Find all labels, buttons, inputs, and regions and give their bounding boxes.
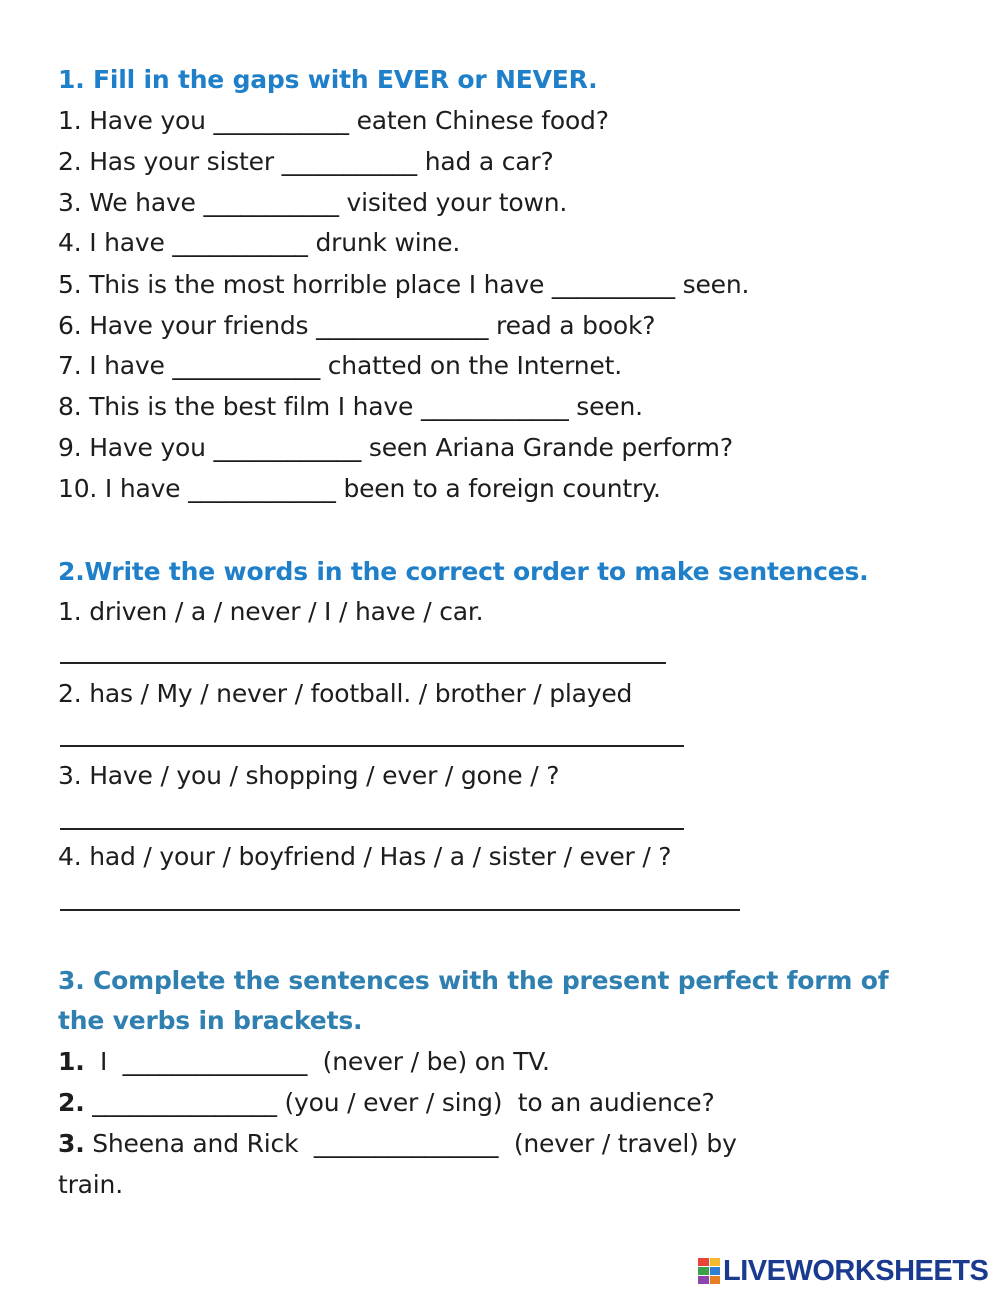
answer-line-1[interactable] bbox=[60, 662, 666, 664]
answer-line-4[interactable] bbox=[60, 909, 740, 911]
liveworksheets-logo-icon bbox=[698, 1258, 720, 1284]
item-text: I _______________ (never / be) on TV. bbox=[84, 1047, 550, 1076]
section2-title: 2.Write the words in the correct order to make sentences. bbox=[58, 557, 869, 586]
section3-item-1 bbox=[58, 1045, 550, 1079]
section2-item-1: 1. driven / a / never / I / have / car. bbox=[58, 597, 484, 626]
logo-text: LIVEWORKSHEETS bbox=[723, 1254, 989, 1287]
liveworksheets-logo bbox=[698, 1254, 988, 1288]
section3-title-line2: the verbs in brackets. bbox=[58, 1006, 363, 1035]
section1-title: 1. Fill in the gaps with EVER or NEVER. bbox=[58, 65, 598, 94]
section1-item-3: 3. We have ___________ visited your town. bbox=[58, 188, 568, 217]
section1-item-10: 10. I have ____________ been to a foreign country. bbox=[58, 474, 661, 503]
section1-item-7: 7. I have ____________ chatted on the Internet. bbox=[58, 351, 622, 380]
item-text: _______________ (you / ever / sing) to an audience? bbox=[84, 1088, 715, 1117]
section2-item-3: 3. Have / you / shopping / ever / gone / ? bbox=[58, 761, 560, 790]
section1-item-4: 4. I have ___________ drunk wine. bbox=[58, 228, 461, 257]
section2-item-4: 4. had / your / boyfriend / Has / a / sister / ever / ? bbox=[58, 842, 672, 871]
section3-title-line1: 3. Complete the sentences with the present perfect form of bbox=[58, 966, 889, 995]
answer-line-3[interactable] bbox=[60, 828, 684, 830]
section3-item-3 bbox=[58, 1127, 737, 1161]
item-text: Sheena and Rick _______________ (never / travel) by bbox=[84, 1129, 737, 1158]
section1-item-6: 6. Have your friends ______________ read a book? bbox=[58, 311, 656, 340]
section2-item-2: 2. has / My / never / football. / brother / played bbox=[58, 679, 633, 708]
section1-item-9: 9. Have you ____________ seen Ariana Grande perform? bbox=[58, 433, 733, 462]
item-number: 3. bbox=[58, 1129, 85, 1158]
item-number: 2. bbox=[58, 1088, 85, 1117]
item-number: 1. bbox=[58, 1047, 85, 1076]
section1-item-8: 8. This is the best film I have ____________ seen. bbox=[58, 392, 643, 421]
section1-item-5: 5. This is the most horrible place I have __________ seen. bbox=[58, 270, 750, 299]
section1-item-1: 1. Have you ___________ eaten Chinese food? bbox=[58, 106, 609, 135]
section1-item-2: 2. Has your sister ___________ had a car? bbox=[58, 147, 554, 176]
answer-line-2[interactable] bbox=[60, 745, 684, 747]
section3-item-3-continued: train. bbox=[58, 1170, 123, 1199]
section3-item-2 bbox=[58, 1086, 715, 1120]
